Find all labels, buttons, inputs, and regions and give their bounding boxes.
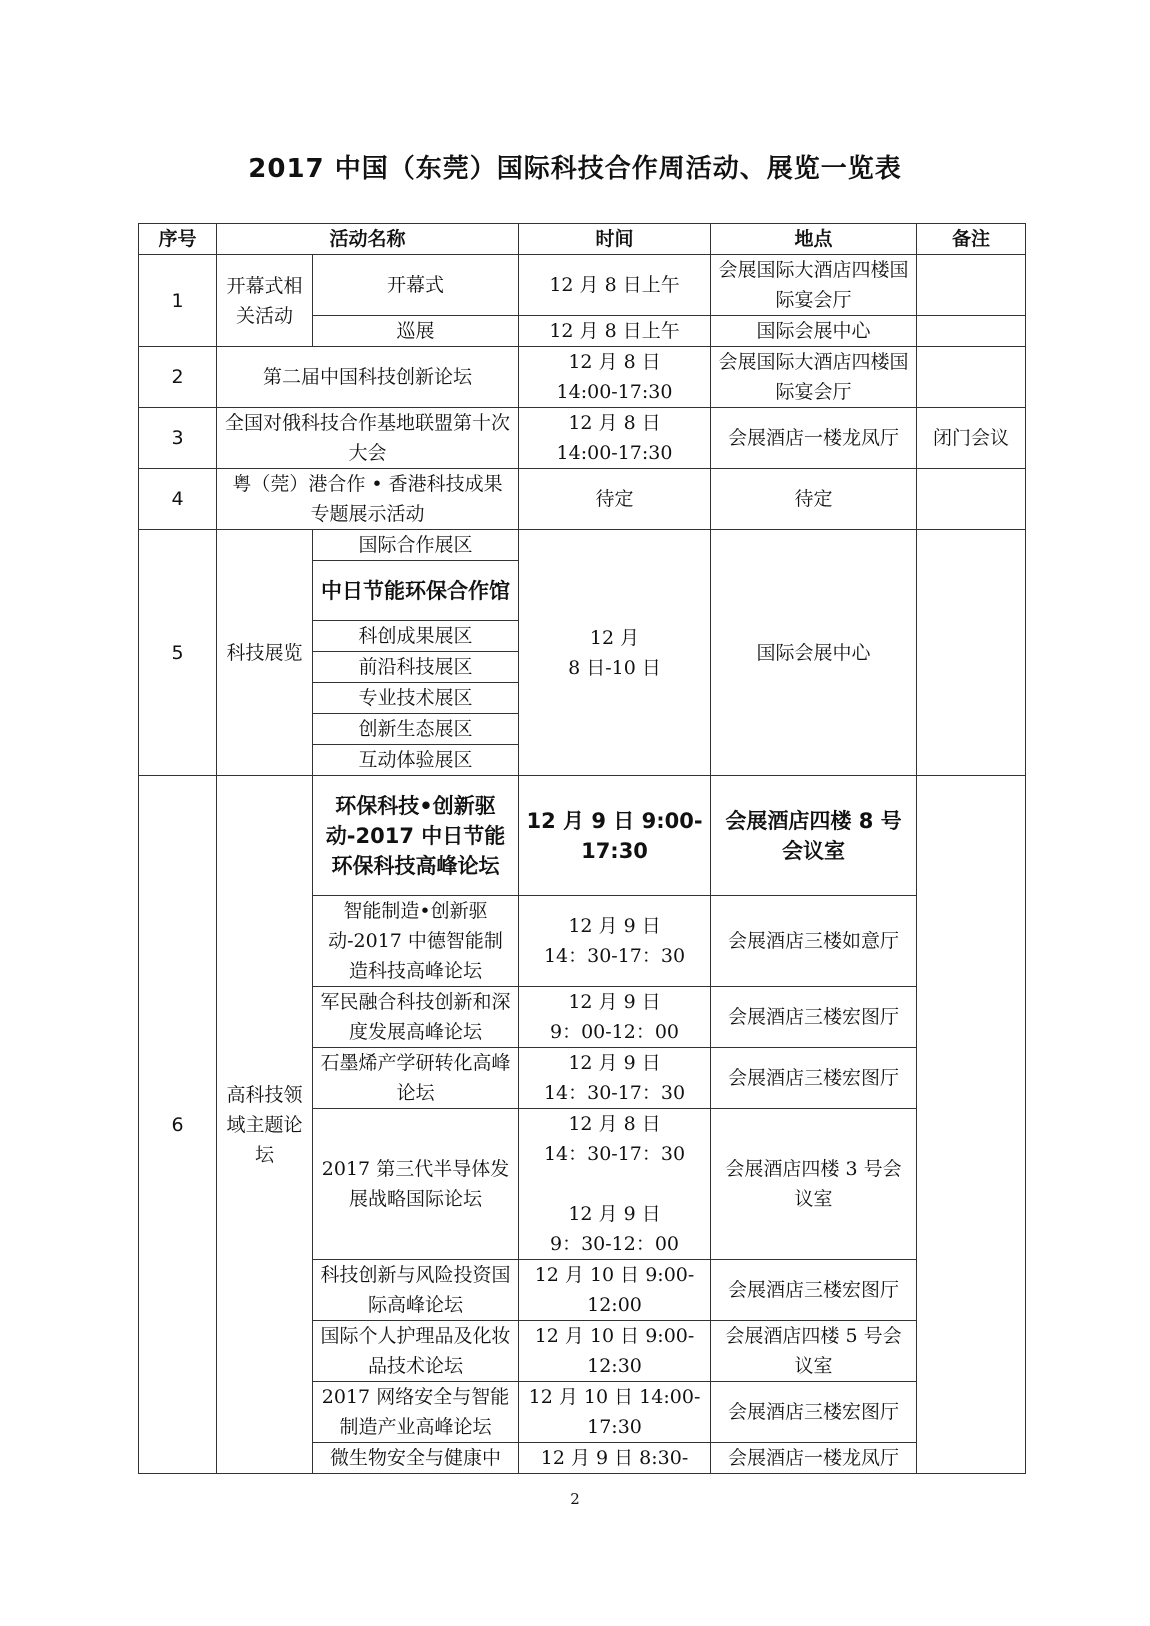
group-name: 开幕式相关活动 xyxy=(217,255,313,347)
exhibit-zone: 科创成果展区 xyxy=(313,621,519,652)
forum-name: 科技创新与风险投资国际高峰论坛 xyxy=(313,1260,519,1321)
exhibit-zone: 中日节能环保合作馆 xyxy=(313,561,519,621)
activity-time: 待定 xyxy=(519,469,711,530)
forum-place: 会展酒店三楼宏图厅 xyxy=(711,987,917,1048)
forum-time: 12 月 10 日 9:00-12:00 xyxy=(519,1260,711,1321)
forum-place: 会展酒店三楼宏图厅 xyxy=(711,1260,917,1321)
forum-name: 微生物安全与健康中 xyxy=(313,1443,519,1474)
forum-time: 12 月 9 日 14：30-17：30 xyxy=(519,896,711,987)
forum-name: 国际个人护理品及化妆品技术论坛 xyxy=(313,1321,519,1382)
activity-name: 粤（莞）港合作 • 香港科技成果专题展示活动 xyxy=(217,469,519,530)
activity-note xyxy=(917,776,1026,1474)
group-name: 高科技领域主题论坛 xyxy=(217,776,313,1474)
forum-time: 12 月 9 日 9:00-17:30 xyxy=(519,776,711,896)
group-name: 科技展览 xyxy=(217,530,313,776)
activity-place: 会展酒店一楼龙凤厅 xyxy=(711,408,917,469)
table-row xyxy=(139,469,1026,530)
forum-name: 石墨烯产学研转化高峰论坛 xyxy=(313,1048,519,1109)
activity-time: 12 月 8 日上午 xyxy=(519,316,711,347)
activity-name: 第二届中国科技创新论坛 xyxy=(217,347,519,408)
row-number: 2 xyxy=(139,347,217,408)
table-row xyxy=(139,776,1026,896)
activity-note xyxy=(917,255,1026,316)
forum-name: 智能制造•创新驱动-2017 中德智能制造科技高峰论坛 xyxy=(313,896,519,987)
row-number: 3 xyxy=(139,408,217,469)
activity-place: 国际会展中心 xyxy=(711,316,917,347)
activity-time: 12 月 8 日-10 日 xyxy=(519,530,711,776)
table-row xyxy=(139,530,1026,561)
forum-time: 12 月 10 日 14:00-17:30 xyxy=(519,1382,711,1443)
activity-place: 会展国际大酒店四楼国际宴会厅 xyxy=(711,347,917,408)
activity-name: 全国对俄科技合作基地联盟第十次大会 xyxy=(217,408,519,469)
forum-place: 会展酒店四楼 3 号会议室 xyxy=(711,1109,917,1260)
activity-note xyxy=(917,316,1026,347)
exhibit-zone: 国际合作展区 xyxy=(313,530,519,561)
activity-note xyxy=(917,347,1026,408)
forum-place: 会展酒店三楼如意厅 xyxy=(711,896,917,987)
activity-place: 国际会展中心 xyxy=(711,530,917,776)
activity-note xyxy=(917,530,1026,776)
schedule-table xyxy=(138,223,1026,1474)
exhibit-zone: 专业技术展区 xyxy=(313,683,519,714)
table-row xyxy=(139,255,1026,316)
activity-place: 待定 xyxy=(711,469,917,530)
header-no: 序号 xyxy=(139,224,217,255)
forum-time: 12 月 8 日 14：30-17：30 12 月 9 日 9：30-12：00 xyxy=(519,1109,711,1260)
document-title: 2017 中国（东莞）国际科技合作周活动、展览一览表 xyxy=(248,154,902,184)
header-time: 时间 xyxy=(519,224,711,255)
header-name: 活动名称 xyxy=(217,224,519,255)
activity-name: 开幕式 xyxy=(313,255,519,316)
forum-time: 12 月 9 日 14：30-17：30 xyxy=(519,1048,711,1109)
forum-name: 军民融合科技创新和深度发展高峰论坛 xyxy=(313,987,519,1048)
forum-place: 会展酒店一楼龙凤厅 xyxy=(711,1443,917,1474)
header-note: 备注 xyxy=(917,224,1026,255)
activity-time: 12 月 8 日 14:00-17:30 xyxy=(519,347,711,408)
header-row xyxy=(139,224,1026,255)
row-number: 4 xyxy=(139,469,217,530)
forum-place: 会展酒店四楼 8 号会议室 xyxy=(711,776,917,896)
activity-note xyxy=(917,469,1026,530)
forum-place: 会展酒店三楼宏图厅 xyxy=(711,1382,917,1443)
forum-time: 12 月 9 日 9：00-12：00 xyxy=(519,987,711,1048)
forum-name: 2017 第三代半导体发展战略国际论坛 xyxy=(313,1109,519,1260)
forum-name: 环保科技•创新驱动-2017 中日节能环保科技高峰论坛 xyxy=(313,776,519,896)
activity-time: 12 月 8 日上午 xyxy=(519,255,711,316)
forum-place: 会展酒店三楼宏图厅 xyxy=(711,1048,917,1109)
forum-time: 12 月 9 日 8:30- xyxy=(519,1443,711,1474)
forum-time: 12 月 10 日 9:00-12:30 xyxy=(519,1321,711,1382)
activity-note: 闭门会议 xyxy=(917,408,1026,469)
page-number: 2 xyxy=(570,1490,580,1508)
exhibit-zone: 互动体验展区 xyxy=(313,745,519,776)
table-row xyxy=(139,347,1026,408)
table-row xyxy=(139,408,1026,469)
forum-name: 2017 网络安全与智能制造产业高峰论坛 xyxy=(313,1382,519,1443)
header-place: 地点 xyxy=(711,224,917,255)
activity-time: 12 月 8 日 14:00-17:30 xyxy=(519,408,711,469)
exhibit-zone: 前沿科技展区 xyxy=(313,652,519,683)
activity-place: 会展国际大酒店四楼国际宴会厅 xyxy=(711,255,917,316)
row-number: 6 xyxy=(139,776,217,1474)
forum-place: 会展酒店四楼 5 号会议室 xyxy=(711,1321,917,1382)
activity-name: 巡展 xyxy=(313,316,519,347)
exhibit-zone: 创新生态展区 xyxy=(313,714,519,745)
row-number: 5 xyxy=(139,530,217,776)
row-number: 1 xyxy=(139,255,217,347)
